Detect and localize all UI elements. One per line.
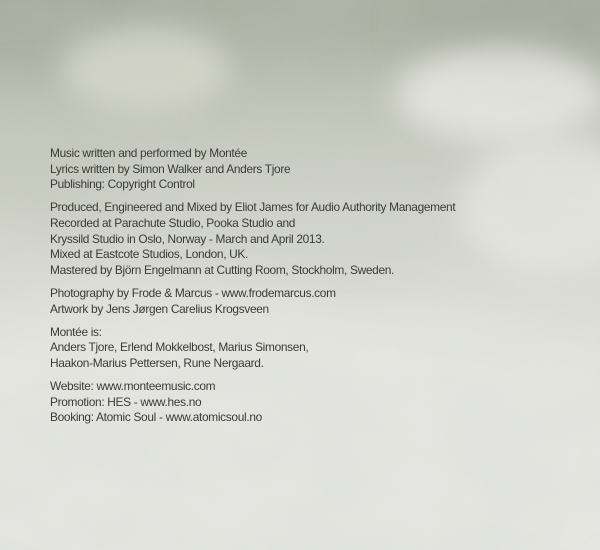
credit-line: Publishing: Copyright Control: [50, 177, 195, 192]
credit-line: Booking: Atomic Soul - www.atomicsoul.no: [50, 410, 262, 425]
credits-text-block: [50, 146, 455, 433]
credit-line: Photography by Frode & Marcus - www.frodemarcus.com: [50, 285, 336, 300]
credits-artwork-paragraph: [50, 286, 455, 317]
credits-production-paragraph: [50, 200, 455, 278]
credit-line: Promotion: HES - www.hes.no: [50, 394, 202, 409]
credits-band-members-paragraph: [50, 325, 455, 372]
credit-line: Mixed at Eastcote Studios, London, UK.: [50, 247, 249, 262]
credits-writing-paragraph: [50, 146, 455, 193]
credit-line: Montée is:: [50, 324, 102, 339]
credit-line: Lyrics written by Simon Walker and Anders Tjore: [50, 161, 291, 176]
credit-line: Kryssild Studio in Oslo, Norway - March and April 2013.: [50, 231, 325, 246]
credit-line: Music written and performed by Montée: [50, 146, 248, 160]
credit-line: Haakon-Marius Pettersen, Rune Nergaard.: [50, 355, 264, 370]
credit-line: Recorded at Parachute Studio, Pooka Studio and: [50, 215, 296, 230]
credit-line: Mastered by Björn Engelmann at Cutting Room, Stockholm, Sweden.: [50, 262, 395, 277]
credit-line: Artwork by Jens Jørgen Carelius Krogsveen: [50, 301, 269, 316]
credit-line: Produced, Engineered and Mixed by Eliot James for Audio Authority Management: [50, 200, 456, 215]
credit-line: Website: www.monteemusic.com: [50, 379, 216, 394]
credit-line: Anders Tjore, Erlend Mokkelbost, Marius Simonsen,: [50, 340, 309, 355]
credits-contact-paragraph: [50, 379, 455, 426]
